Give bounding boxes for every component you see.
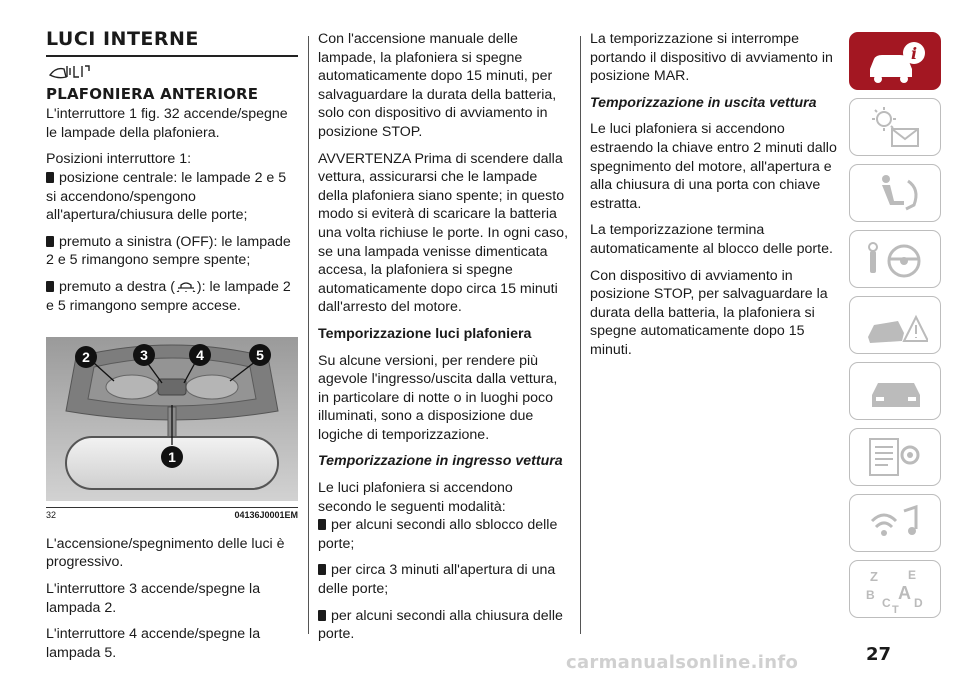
car-info-icon — [864, 39, 928, 85]
paragraph: AVVERTENZA Prima di scendere dalla vettura, assicurarsi che le lampade della plafoniera siano spente; in questo modo si eviterà di scaricare la batteria una volta richiuse le porte. In ogni caso, se una lampada venisse dimenticata accesa, la plafoniera si spegne automaticamente dopo circa 15 minuti dall'arresto del motore. — [318, 150, 569, 316]
tab-vehicle-info[interactable] — [849, 32, 941, 90]
svg-text:1: 1 — [168, 449, 176, 466]
paragraph: Su alcune versioni, per rendere più agevole l'ingresso/uscita dalla vettura, in particolare di notte o in luoghi poco illuminati, sono a disposizione due logiche di temporizzazione. — [318, 352, 558, 443]
paragraph: L'accensione/spegnimento delle luci è progressivo. — [46, 535, 285, 571]
svg-text:Z: Z — [870, 569, 878, 584]
section-subtitle: PLAFONIERA ANTERIORE — [46, 84, 259, 103]
crash-warning-icon — [864, 303, 928, 349]
tab-starting-driving[interactable] — [849, 230, 941, 288]
paragraph: L'interruttore 1 fig. 32 accende/spegne le lampade della plafoniera. — [46, 106, 288, 141]
paragraph: Le luci plafoniera si accendono estraendo la chiave entro 2 minuti dallo spegnimento del motore, all'apertura e alla chiusura di una porta con chiave estratta. — [590, 121, 837, 212]
tab-index[interactable] — [849, 560, 941, 618]
tab-maintenance[interactable] — [849, 362, 941, 420]
callout-3 — [133, 344, 155, 366]
column-1 — [46, 30, 298, 670]
bullet-icon — [318, 519, 326, 530]
bullet-list — [318, 516, 568, 644]
callout-1 — [161, 446, 183, 468]
dome-light-illustration — [46, 337, 298, 501]
column-2 — [318, 30, 568, 652]
paragraph: Posizioni interruttore 1: — [46, 151, 192, 168]
paragraph: L'interruttore 4 accende/spegne la lampada 5. — [46, 626, 261, 661]
interior-lamp-icon — [48, 63, 92, 81]
figure-number: 32 — [46, 509, 57, 520]
callout-5 — [249, 344, 271, 366]
figure-32 — [46, 337, 298, 521]
paragraph: La temporizzazione si interrompe portando il dispositivo di avviamento in posizione MAR. — [590, 31, 833, 85]
tab-multimedia[interactable] — [849, 494, 941, 552]
paragraph: La temporizzazione termina automaticamente al blocco delle porte. — [590, 222, 833, 257]
watermark: carmanualsonline.info — [566, 652, 799, 673]
figure-code: 04136J0001EM — [234, 509, 298, 520]
svg-text:C: C — [882, 596, 891, 610]
svg-text:T: T — [892, 604, 899, 613]
interior-light-symbol-icon — [175, 280, 197, 292]
bullet-icon — [318, 564, 326, 575]
tab-technical-data[interactable] — [849, 428, 941, 486]
svg-text:B: B — [866, 588, 875, 602]
paragraph: L'interruttore 3 accende/spegne la lampada 2. — [46, 580, 261, 616]
callout-2 — [75, 346, 97, 368]
list-item: premuto a sinistra (OFF): le lampade 2 e 5 rimangono sempre spente; — [46, 233, 291, 269]
specs-gear-icon — [864, 435, 928, 481]
callout-4 — [189, 344, 211, 366]
figure-caption — [46, 507, 298, 521]
svg-text:E: E — [908, 568, 917, 582]
bullet-icon — [318, 610, 326, 621]
section-heading: Temporizzazione luci plafoniera — [318, 325, 532, 342]
list-item: per alcuni secondi alla chiusura delle porte. — [318, 607, 563, 643]
paragraph: Con l'accensione manuale delle lampade, la plafoniera si spegne automaticamente dopo 15 minuti, per salvaguardare la durata della batteria, solo con dispositivo di avviamento in posizione STOP. — [318, 31, 557, 140]
paragraph: Le luci plafoniera si accendono secondo le seguenti modalità: — [318, 480, 513, 515]
paragraph: Con dispositivo di avviamento in posizione STOP, per salvaguardare la durata della batteria, la plafoniera si spegne automaticamente dopo 15 minuti. — [590, 267, 828, 358]
tab-emergency[interactable] — [849, 296, 941, 354]
section-heading: Temporizzazione in ingresso vettura — [318, 453, 563, 470]
list-item: per alcuni secondi allo sblocco delle porte; — [318, 517, 558, 552]
tab-safety[interactable] — [849, 164, 941, 222]
column-divider — [580, 36, 581, 634]
list-item: premuto a destra ( ): le lampade 2 e 5 rimangono sempre accese. — [46, 278, 291, 314]
bullet-icon — [46, 281, 54, 292]
bullet-icon — [46, 172, 54, 183]
page-title: LUCI INTERNE — [46, 30, 298, 57]
bullet-list — [46, 169, 298, 315]
multimedia-icon — [864, 501, 928, 547]
svg-text:A: A — [898, 583, 911, 603]
key-steering-wheel-icon — [864, 237, 928, 283]
svg-text:5: 5 — [256, 347, 264, 364]
section-heading: Temporizzazione in uscita vettura — [590, 94, 817, 111]
tab-warning-lights[interactable] — [849, 98, 941, 156]
svg-text:3: 3 — [140, 347, 148, 364]
list-item: per circa 3 minuti all'apertura di una delle porte; — [318, 562, 556, 598]
car-front-icon — [864, 369, 928, 415]
warning-lights-icon — [864, 105, 928, 151]
column-divider — [308, 36, 309, 634]
list-item: posizione centrale: le lampade 2 e 5 si accendono/spengono all'apertura/chiusura delle porte; — [46, 169, 287, 224]
svg-text:D: D — [914, 596, 923, 610]
column-3 — [590, 30, 840, 368]
bullet-icon — [46, 236, 54, 247]
svg-text:2: 2 — [82, 349, 90, 366]
index-letters-icon — [864, 567, 928, 613]
svg-text:i: i — [910, 44, 918, 63]
page-number: 27 — [866, 644, 892, 665]
svg-text:4: 4 — [196, 347, 204, 364]
airbag-seat-icon — [864, 171, 928, 217]
chapter-sidebar — [849, 32, 941, 626]
